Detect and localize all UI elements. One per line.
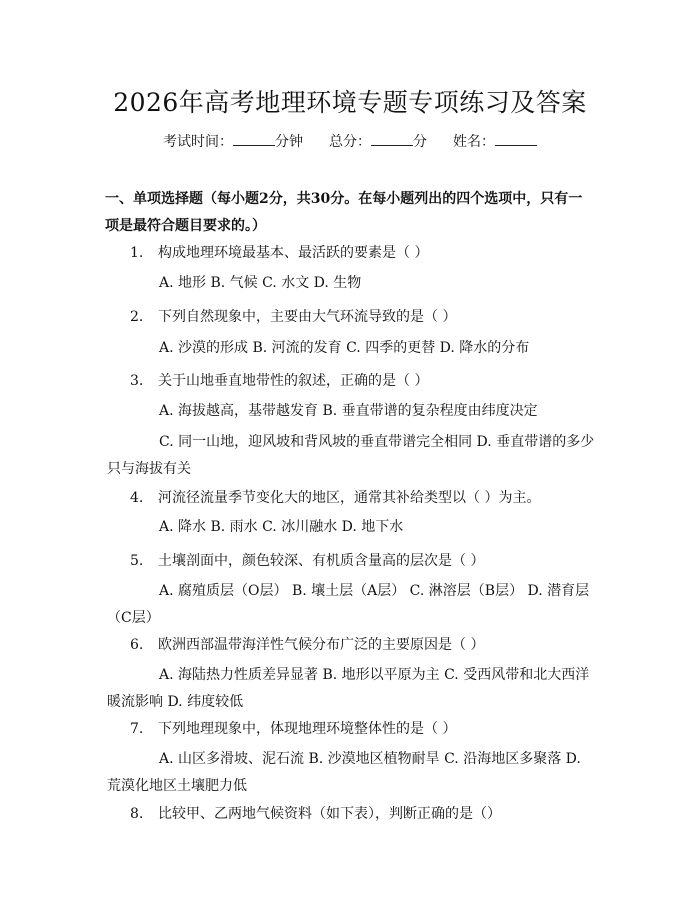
question-text: 土壤剖面中，颜色较深、有机质含量高的层次是（ ） <box>158 553 485 569</box>
question-text: 下列地理现象中，体现地理环境整体性的是（ ） <box>158 721 457 737</box>
time-label: 考试时间： <box>163 134 233 150</box>
question-text: 河流径流量季节变化大的地区，通常其补给类型以（ ）为主。 <box>158 490 541 506</box>
time-unit: 分钟 <box>275 134 303 150</box>
question-number: 1. <box>130 245 144 261</box>
question-5-options: A. 腐殖质层（O层） B. 壤土层（A层） C. 淋溶层（B层） D. 潜育层（C层） <box>107 583 590 626</box>
question-6-options: A. 海陆热力性质差异显著 B. 地形以平原为主 C. 受西风带和北大西洋暖流影响 D. 纬度较低 <box>107 667 590 710</box>
question-text: 比较甲、乙两地气候资料（如下表），判断正确的是（） <box>158 806 501 822</box>
question-text: 下列自然现象中，主要由大气环流导致的是（ ） <box>158 309 457 325</box>
question-4-options: A. 降水 B. 雨水 C. 冰川融水 D. 地下水 <box>159 519 404 535</box>
question-number: 4. <box>130 490 144 506</box>
question-8 <box>130 804 595 824</box>
question-number: 8. <box>130 806 144 822</box>
question-1-options: A. 地形 B. 气候 C. 水文 D. 生物 <box>159 275 362 291</box>
question-3-options-cont: C. 同一山地，迎风坡和背风坡的垂直带谱完全相同 D. 垂直带谱的多少只与海拔有关 <box>107 434 595 477</box>
question-7-options: A. 山区多滑坡、泥石流 B. 沙漠地区植物耐旱 C. 沿海地区多聚落 D. 荒漠化地区土壤肥力低 <box>107 751 581 794</box>
question-5 <box>130 551 595 571</box>
score-label: 总分： <box>329 134 371 150</box>
question-number: 3. <box>130 373 144 389</box>
score-unit: 分 <box>413 134 427 150</box>
question-number: 5. <box>130 553 144 569</box>
question-2 <box>130 307 595 327</box>
question-text: 欧洲西部温带海洋性气候分布广泛的主要原因是（ ） <box>158 637 485 653</box>
question-1 <box>130 243 595 263</box>
score-blank <box>371 133 413 146</box>
question-4 <box>130 488 595 508</box>
question-number: 6. <box>130 637 144 653</box>
question-3 <box>130 371 595 391</box>
section-heading: 一、单项选择题（每小题2分，共30分。在每小题列出的四个选项中，只有一项是最符合题目要求的。） <box>105 191 583 234</box>
question-number: 2. <box>130 309 144 325</box>
name-label: 姓名： <box>453 134 495 150</box>
exam-info-line <box>0 131 700 151</box>
page-title: 2026年高考地理环境专题专项练习及答案 <box>113 88 587 117</box>
question-number: 7. <box>130 721 144 737</box>
question-7 <box>130 719 595 739</box>
question-3-options: A. 海拔越高，基带越发育 B. 垂直带谱的复杂程度由纬度决定 <box>159 403 538 419</box>
question-text: 关于山地垂直地带性的叙述，正确的是（ ） <box>158 373 429 389</box>
question-6 <box>130 635 595 655</box>
question-text: 构成地理环境最基本、最活跃的要素是（ ） <box>158 245 429 261</box>
time-blank <box>233 133 275 146</box>
question-2-options: A. 沙漠的形成 B. 河流的发育 C. 四季的更替 D. 降水的分布 <box>159 340 530 356</box>
name-blank <box>495 133 537 146</box>
